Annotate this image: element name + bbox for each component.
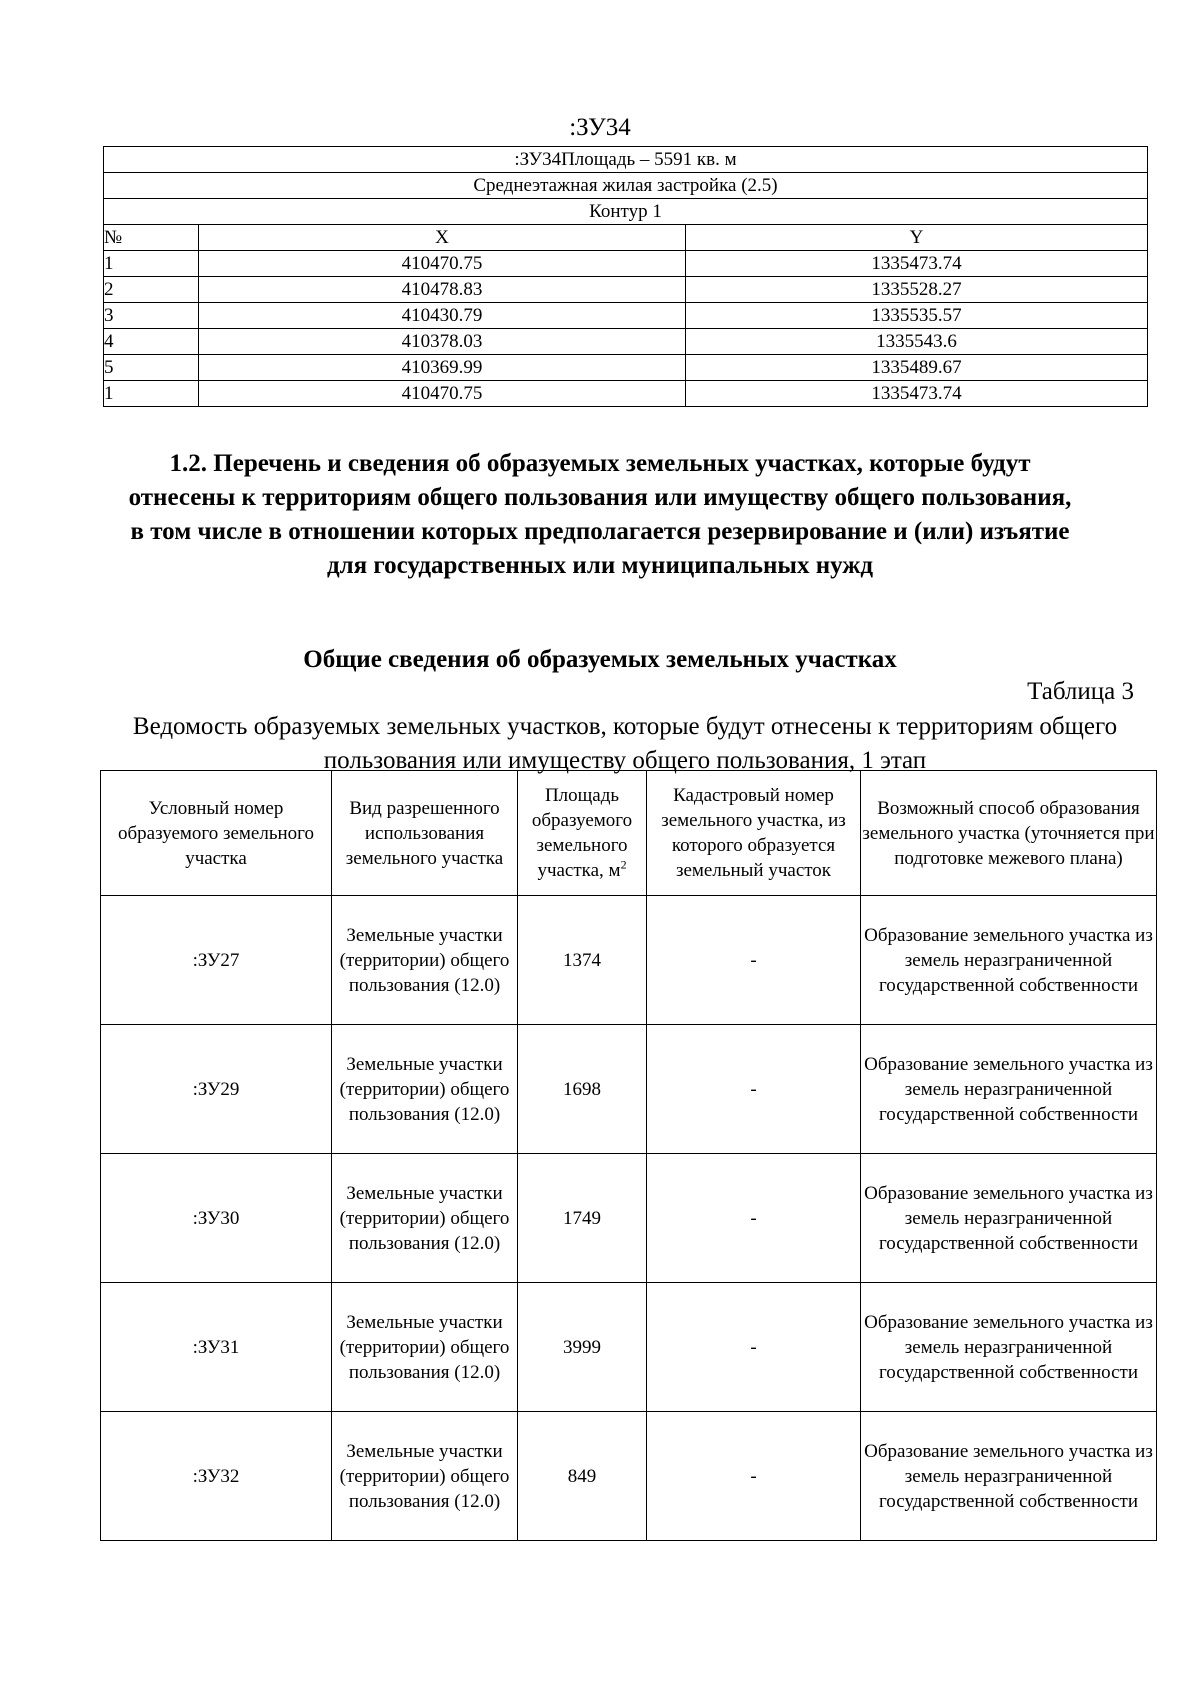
x-value: 410470.75 — [199, 251, 686, 277]
parcel-cadastral: - — [647, 1412, 861, 1541]
table-row — [101, 1025, 1157, 1154]
parcel-use: Земельные участки (территории) общего пользования (12.0) — [332, 1412, 518, 1541]
col-header-number: № — [104, 225, 199, 251]
parcel-area: 849 — [518, 1412, 647, 1541]
parcel-area: 1698 — [518, 1025, 647, 1154]
parcel-area: 1374 — [518, 896, 647, 1025]
parcel-method: Образование земельного участка из земель неразграниченной государственной собственности — [861, 1412, 1157, 1541]
table-caption: Ведомость образуемых земельных участков, которые будут отнесены к территориям общего пользования или имуществу общего пользования, 1 этап — [132, 713, 1118, 774]
x-value: 410378.03 — [199, 329, 686, 355]
point-number: 3 — [104, 303, 199, 329]
parcel-area: 1749 — [518, 1154, 647, 1283]
table-row — [101, 1412, 1157, 1541]
parcel-use: Земельные участки (территории) общего пользования (12.0) — [332, 1025, 518, 1154]
parcel-method: Образование земельного участка из земель неразграниченной государственной собственности — [861, 1283, 1157, 1412]
header-area-text: Площадь образуемого земельного участка, м — [531, 785, 633, 881]
point-number: 5 — [104, 355, 199, 381]
table-row — [104, 303, 1148, 329]
parcel-use: Земельные участки (территории) общего пользования (12.0) — [332, 896, 518, 1025]
header-area — [518, 771, 647, 896]
parcel-use: Земельные участки (территории) общего пользования (12.0) — [332, 1283, 518, 1412]
area-line: :ЗУ34Площадь – 5591 кв. м — [104, 147, 1148, 173]
col-header-x: X — [199, 225, 686, 251]
point-number: 2 — [104, 277, 199, 303]
parcel-id: :ЗУ31 — [101, 1283, 332, 1412]
parcel-method: Образование земельного участка из земель неразграниченной государственной собственности — [861, 896, 1157, 1025]
x-value: 410478.83 — [199, 277, 686, 303]
parcel-method: Образование земельного участка из земель неразграниченной государственной собственности — [861, 1025, 1157, 1154]
header-area-sup: 2 — [620, 857, 627, 872]
y-value: 1335473.74 — [686, 251, 1148, 277]
x-value: 410470.75 — [199, 381, 686, 407]
table-row — [104, 277, 1148, 303]
table-row — [101, 1283, 1157, 1412]
y-value: 1335473.74 — [686, 381, 1148, 407]
parcel-area: 3999 — [518, 1283, 647, 1412]
y-value: 1335489.67 — [686, 355, 1148, 381]
parcel-method: Образование земельного участка из земель неразграниченной государственной собственности — [861, 1154, 1157, 1283]
parcel-cadastral: - — [647, 1283, 861, 1412]
parcel-id: :ЗУ32 — [101, 1412, 332, 1541]
table-row — [104, 381, 1148, 407]
y-value: 1335528.27 — [686, 277, 1148, 303]
table-row — [104, 355, 1148, 381]
parcel-cadastral: - — [647, 896, 861, 1025]
parcel-id: :ЗУ27 — [101, 896, 332, 1025]
contour-line: Контур 1 — [104, 199, 1148, 225]
point-number: 1 — [104, 251, 199, 277]
header-cadastral: Кадастровый номер земельного участка, из которого образуется земельный участок — [647, 771, 861, 896]
point-number: 1 — [104, 381, 199, 407]
parcel-use: Земельные участки (территории) общего пользования (12.0) — [332, 1154, 518, 1283]
section-title: 1.2. Перечень и сведения об образуемых земельных участках, которые будут отнесены к территориям общего пользования или имуществу общего пользования, в том числе в отношении которых предполагается резервирование и (или) изъятие для государственных или муниципальных нужд — [128, 450, 1072, 579]
header-method: Возможный способ образования земельного участка (уточняется при подготовке межевого плана) — [861, 771, 1157, 896]
x-value: 410369.99 — [199, 355, 686, 381]
subsection-title: Общие сведения об образуемых земельных участках — [303, 646, 897, 673]
parcel-cadastral: - — [647, 1025, 861, 1154]
top-heading: :ЗУ34 — [569, 114, 631, 141]
use-line: Среднеэтажная жилая застройка (2.5) — [104, 173, 1148, 199]
x-value: 410430.79 — [199, 303, 686, 329]
header-cond-number: Условный номер образуемого земельного участка — [101, 771, 332, 896]
header-use-kind: Вид разрешенного использования земельного участка — [332, 771, 518, 896]
parcel-id: :ЗУ30 — [101, 1154, 332, 1283]
table-row — [104, 251, 1148, 277]
point-number: 4 — [104, 329, 199, 355]
y-value: 1335543.6 — [686, 329, 1148, 355]
table-row — [101, 896, 1157, 1025]
coordinates-table — [103, 146, 1148, 407]
parcels-table — [100, 770, 1157, 1541]
table-row — [101, 1154, 1157, 1283]
parcel-cadastral: - — [647, 1154, 861, 1283]
y-value: 1335535.57 — [686, 303, 1148, 329]
table-row — [104, 329, 1148, 355]
table-number: Таблица 3 — [1027, 678, 1134, 705]
col-header-y: Y — [686, 225, 1148, 251]
parcel-id: :ЗУ29 — [101, 1025, 332, 1154]
